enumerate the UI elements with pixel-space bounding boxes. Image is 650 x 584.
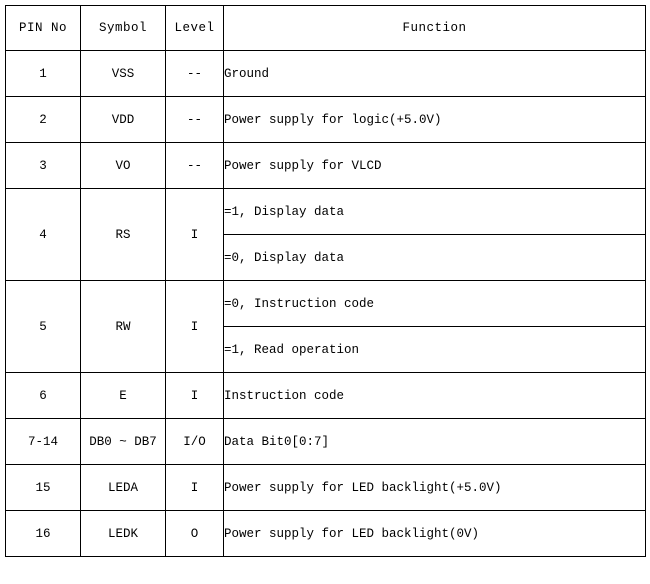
cell-function: =0, Instruction code bbox=[224, 281, 646, 327]
table-row bbox=[6, 373, 646, 419]
cell-level: -- bbox=[166, 143, 224, 189]
cell-function: Power supply for logic(+5.0V) bbox=[224, 97, 646, 143]
cell-function: =1, Read operation bbox=[224, 327, 646, 373]
table-row bbox=[6, 189, 646, 235]
cell-level: I bbox=[166, 373, 224, 419]
cell-pin-no: 4 bbox=[6, 189, 81, 281]
cell-function: Instruction code bbox=[224, 373, 646, 419]
cell-pin-no: 2 bbox=[6, 97, 81, 143]
column-header-function: Function bbox=[224, 6, 646, 51]
cell-level: I bbox=[166, 189, 224, 281]
cell-symbol: DB0 ~ DB7 bbox=[81, 419, 166, 465]
cell-function: Data Bit0[0:7] bbox=[224, 419, 646, 465]
cell-pin-no: 5 bbox=[6, 281, 81, 373]
cell-symbol: VO bbox=[81, 143, 166, 189]
cell-symbol: LEDA bbox=[81, 465, 166, 511]
cell-pin-no: 7-14 bbox=[6, 419, 81, 465]
cell-symbol: E bbox=[81, 373, 166, 419]
table-row bbox=[6, 97, 646, 143]
table-header-row bbox=[6, 6, 646, 51]
cell-symbol: VSS bbox=[81, 51, 166, 97]
cell-symbol: RS bbox=[81, 189, 166, 281]
table-row bbox=[6, 281, 646, 327]
column-header-level: Level bbox=[166, 6, 224, 51]
cell-function: Ground bbox=[224, 51, 646, 97]
cell-pin-no: 3 bbox=[6, 143, 81, 189]
table-header bbox=[6, 6, 646, 51]
table-row bbox=[6, 511, 646, 557]
cell-symbol: VDD bbox=[81, 97, 166, 143]
table-row bbox=[6, 419, 646, 465]
cell-level: -- bbox=[166, 97, 224, 143]
cell-level: I bbox=[166, 281, 224, 373]
table-row bbox=[6, 51, 646, 97]
cell-pin-no: 1 bbox=[6, 51, 81, 97]
cell-function: =1, Display data bbox=[224, 189, 646, 235]
table-row bbox=[6, 143, 646, 189]
cell-level: -- bbox=[166, 51, 224, 97]
cell-pin-no: 6 bbox=[6, 373, 81, 419]
column-header-symbol: Symbol bbox=[81, 6, 166, 51]
table-body bbox=[6, 51, 646, 557]
cell-pin-no: 15 bbox=[6, 465, 81, 511]
pin-description-sheet bbox=[0, 5, 650, 584]
cell-level: O bbox=[166, 511, 224, 557]
cell-pin-no: 16 bbox=[6, 511, 81, 557]
cell-function: =0, Display data bbox=[224, 235, 646, 281]
cell-function: Power supply for LED backlight(0V) bbox=[224, 511, 646, 557]
cell-level: I/O bbox=[166, 419, 224, 465]
table-row bbox=[6, 465, 646, 511]
pin-description-table bbox=[5, 5, 646, 557]
cell-symbol: RW bbox=[81, 281, 166, 373]
cell-symbol: LEDK bbox=[81, 511, 166, 557]
cell-function: Power supply for LED backlight(+5.0V) bbox=[224, 465, 646, 511]
cell-level: I bbox=[166, 465, 224, 511]
column-header-pin-no: PIN No bbox=[6, 6, 81, 51]
cell-function: Power supply for VLCD bbox=[224, 143, 646, 189]
